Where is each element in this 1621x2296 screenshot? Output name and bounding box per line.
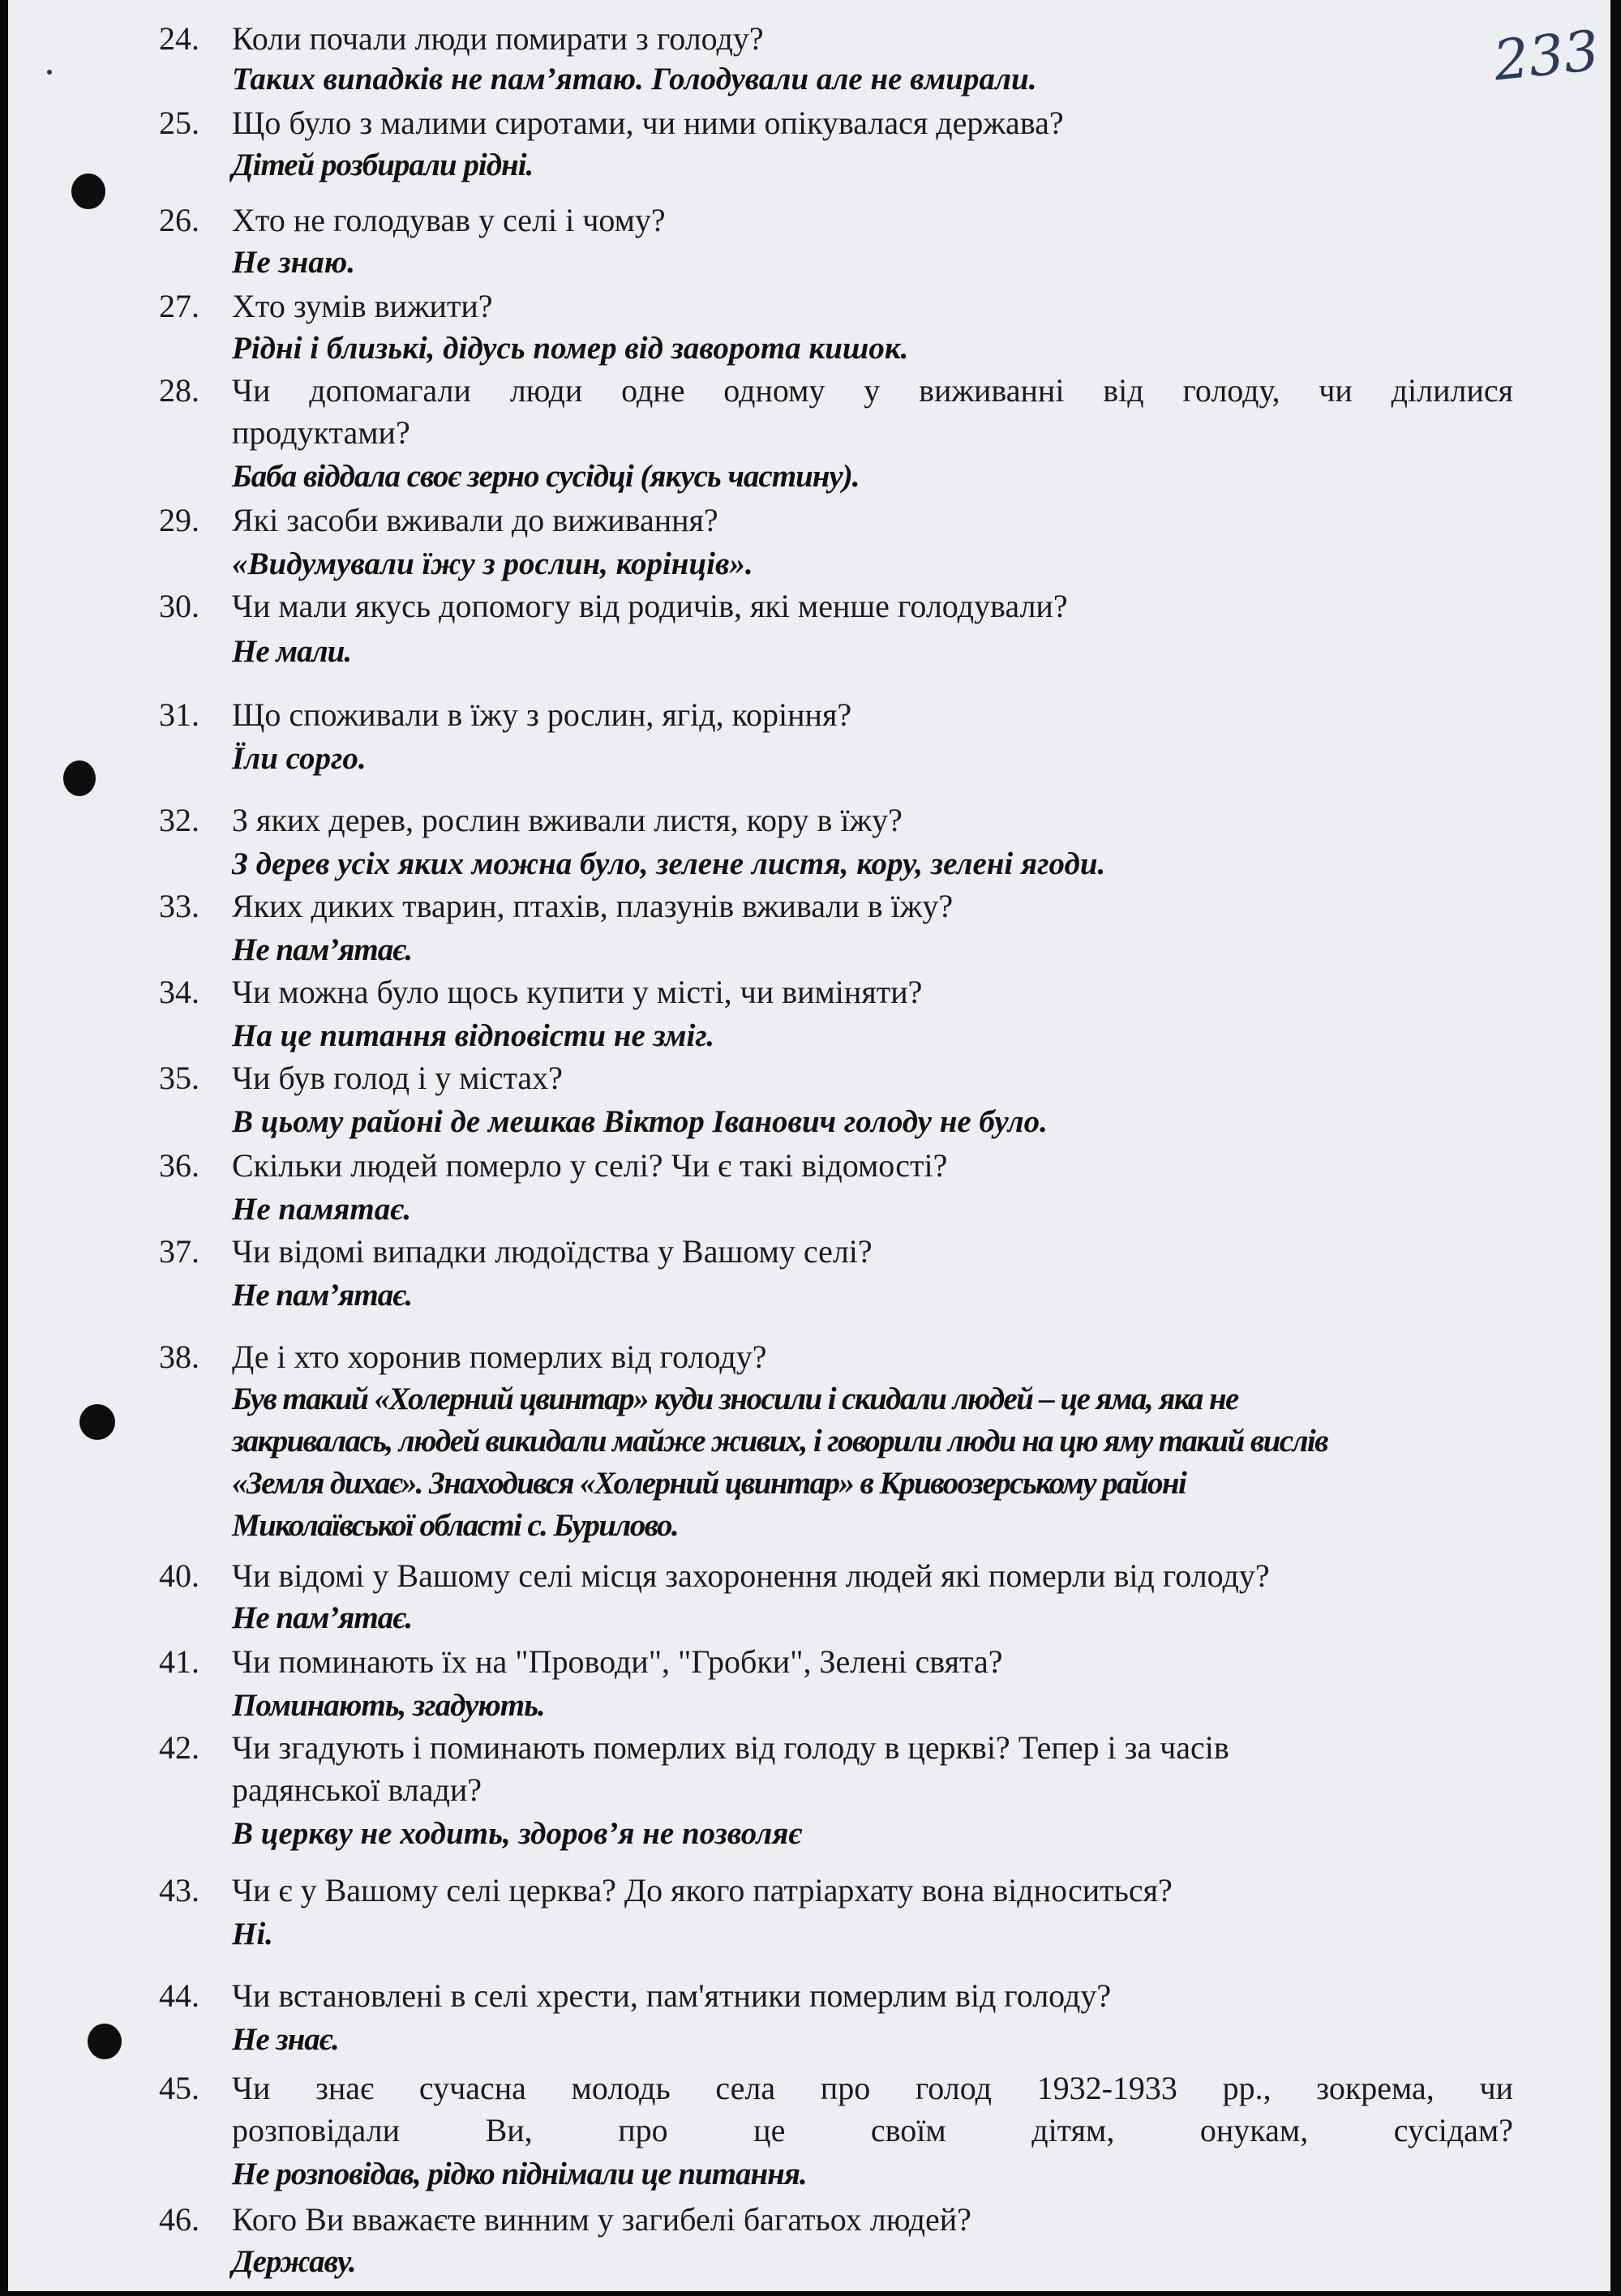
question-line: Чи допомагали люди одне одному у виживанні від голоду, чи ділилися [232,372,1513,409]
qa-item-24 [8,0,1610,97]
answer-text: Державу. [232,2244,356,2279]
answer-text: Ні. [232,1917,273,1951]
qa-item-40 [8,1555,1610,1644]
question-text: Що споживали в їжу з рослин, ягід, коріння? [232,696,852,733]
qa-item-45 [8,2067,1610,2197]
answer-line: закривалась, людей викидали майже живих, і говорили люди на цю яму такий вислів [232,1424,1327,1459]
qa-item-32 [8,799,1610,889]
question-text: Яких диких тварин, птахів, плазунів вживали в їжу? [232,888,954,924]
question-text: Чи був голод і у містах? [232,1060,563,1096]
qa-item-28 [8,370,1610,499]
item-number: 29. [159,502,199,538]
qa-item-41 [8,1641,1610,1730]
qa-item-46 [8,2199,1610,2288]
qa-item-25 [8,102,1610,191]
qa-item-44 [8,1975,1610,2064]
item-number: 25. [159,105,199,141]
item-number: 28. [159,372,199,409]
answer-text: Не мали. [232,634,352,669]
answer-text: Таких випадків не пам’ятаю. Голодували але не вмирали. [232,62,1037,96]
item-number: 36. [159,1147,199,1184]
answer-text: Дітей розбирали рідні. [232,148,534,182]
answer-text [232,1378,1513,1547]
question-text: Кого Ви вважаєте винним у загибелі багатьох людей? [232,2201,971,2238]
qa-item-34 [8,971,1610,1060]
question-text: Чи є у Вашому селі церква? До якого патріархату вона відноситься? [232,1872,1173,1908]
item-number: 26. [159,202,199,238]
question-text: Які засоби вживали до виживання? [232,502,718,538]
qa-item-43 [8,1870,1610,1959]
item-number: 44. [159,1977,199,2014]
item-number: 40. [159,1557,199,1594]
question-line: радянської влади? [232,1771,482,1808]
item-number: 38. [159,1339,199,1375]
item-number: 31. [159,696,199,733]
handwritten-page-number: 233 [1490,19,1602,94]
answer-text: Не пам’ятає. [232,932,413,967]
item-number: 45. [159,2070,199,2106]
qa-item-27 [8,285,1610,375]
item-number: 34. [159,974,199,1010]
question-text: З яких дерев, рослин вживали листя, кору в їжу? [232,802,903,838]
item-number: 33. [159,888,199,924]
item-number: 27. [159,288,199,324]
answer-line: Був такий «Холерний цвинтар» куди зносили і скидали людей – це яма, яка не [232,1381,1238,1416]
question-text: Чи відомі у Вашому селі місця захоронення людей які померли від голоду? [232,1557,1270,1594]
qa-item-30 [8,585,1610,675]
answer-text: Їли сорго. [232,741,367,776]
question-text: Що було з малими сиротами, чи ними опікувалася держава? [232,105,1064,141]
question-text: Скільки людей померло у селі? Чи є такі відомості? [232,1147,948,1184]
question-text: Де і хто хоронив померлих від голоду? [232,1339,767,1375]
qa-item-29 [8,499,1610,589]
question-text: Коли почали люди помирати з голоду? [232,20,764,57]
qa-item-36 [8,1145,1610,1234]
item-number: 41. [159,1643,199,1680]
qa-item-38 [8,1336,1610,1555]
answer-line: «Земля дихає». Знаходився «Холерний цвинтар» в Кривоозерському районі [232,1466,1186,1501]
document-page [8,0,1610,2291]
item-number: 35. [159,1060,199,1096]
answer-text: Не знає. [232,2022,339,2057]
answer-text: Не знаю. [232,245,355,280]
qa-item-37 [8,1231,1610,1320]
question-text: Хто зумів вижити? [232,288,493,324]
item-number: 24. [159,20,199,57]
answer-text: Поминають, згадують. [232,1688,545,1723]
item-number: 42. [159,1729,199,1766]
item-number: 32. [159,802,199,838]
answer-text: Рідні і близькі, дідусь помер від заворота кишок. [232,331,909,366]
question-text: Чи відомі випадки людоїдства у Вашому селі? [232,1233,873,1270]
answer-line: Миколаївської області с. Бурилово. [232,1508,679,1543]
question-text: Чи встановлені в селі хрести, пам'ятники померлим від голоду? [232,1977,1112,2014]
qa-item-42 [8,1727,1610,1857]
question-text: Хто не голодував у селі і чому? [232,202,666,238]
item-number: 30. [159,588,199,624]
question-line: продуктами? [232,414,410,451]
question-text: Чи мали якусь допомогу від родичів, які менше голодували? [232,588,1068,624]
item-number: 37. [159,1233,199,1270]
answer-text: Не пам’ятає. [232,1278,413,1313]
answer-text: В церкву не ходить, здоров’я не позволяє [232,1816,802,1851]
answer-text: В цьому районі де мешкав Віктор Іванович голоду не було. [232,1104,1048,1139]
item-number: 43. [159,1872,199,1908]
qa-item-31 [8,694,1610,783]
question-line: Чи згадують і поминають померлих від голоду в церкві? Тепер і за часів [232,1729,1229,1766]
answer-text: Не розповідав, рідко піднімали це питання. [232,2157,807,2191]
question-text: Чи поминають їх на "Проводи", "Гробки", Зелені свята? [232,1643,1003,1680]
answer-text: Баба віддала своє зерно сусідці (якусь частину). [232,459,860,494]
qa-item-35 [8,1057,1610,1146]
item-number: 46. [159,2201,199,2238]
answer-text: Не памятає. [232,1192,412,1227]
answer-text: На це питання відповісти не зміг. [232,1018,714,1053]
qa-item-26 [8,199,1610,289]
question-line: Чи знає сучасна молодь села про голод 1932-1933 рр., зокрема, чи [232,2070,1513,2106]
answer-text: Не пам’ятає. [232,1600,413,1635]
answer-text: З дерев усіх яких можна було, зелене листя, кору, зелені ягоди. [232,846,1106,881]
question-line: розповідали Ви, про це своїм дітям, онукам, сусідам? [232,2112,1513,2148]
qa-item-33 [8,885,1610,975]
answer-text: «Видумували їжу з рослин, корінців». [232,546,753,581]
question-text: Чи можна було щось купити у місті, чи виміняти? [232,974,923,1010]
